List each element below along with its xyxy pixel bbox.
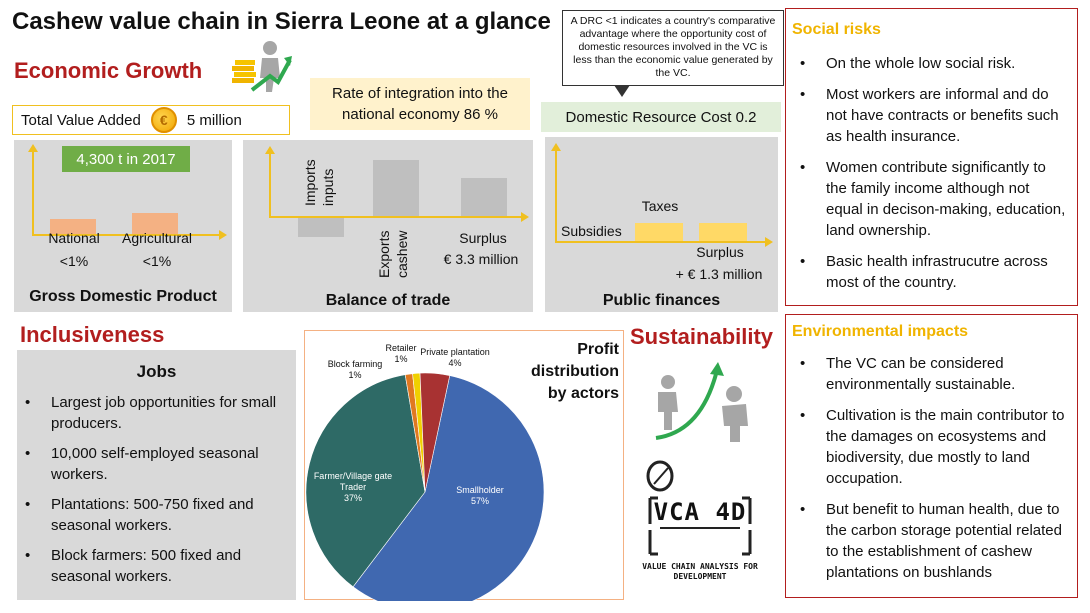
social-risk-item: • On the whole low social risk. [792,53,1069,74]
gdp-title: Gross Domestic Product [29,288,217,305]
taxes-bar [635,223,683,241]
jobs-item: • Largest job opportunities for small producers. [17,392,296,434]
taxes-label: Taxes [641,198,679,214]
environment-heading: Environmental impacts [792,323,969,340]
surplus-bar [461,178,507,216]
trade-surplus-label: Surplus [459,230,507,246]
profit-chart-title: Profit distribution by actors [531,341,619,402]
trade-y-arrow [265,146,275,154]
trade-surplus-value: € 3.3 million [443,251,519,267]
finance-y-axis [555,149,557,243]
exports-label: Exports cashew [376,230,410,278]
sustainability-heading: Sustainability [630,324,774,349]
jobs-item: • Plantations: 500-750 fixed and seasonal workers. [17,494,296,536]
imports-bar [298,218,344,237]
gdp-panel [14,140,232,312]
euro-coin-icon: € [151,107,177,133]
vca4d-logo-text: VCA 4D [653,498,747,526]
inclusiveness-heading: Inclusiveness [20,322,165,347]
finance-x-arrow [765,237,773,247]
gdp-x-arrow [219,230,227,240]
social-risks-panel [785,8,1078,306]
environment-panel [785,314,1078,598]
environment-item: • Cultivation is the main contributor to the damages on ecosystems and biodiversity, due mostly to land occupation. [792,405,1069,489]
drc-box: Domestic Resource Cost 0.2 [541,102,781,132]
finance-panel [545,137,778,312]
gdp-national-label: National [48,230,100,246]
imports-label: Imports inputs [302,159,336,206]
finance-y-arrow [551,143,561,151]
finance-surplus-label: Surplus [696,244,744,260]
trade-x-arrow [521,212,529,222]
trade-panel [243,140,533,312]
callout-pointer [614,85,630,97]
subsidies-label: Subsidies [561,223,622,239]
growth-person-icon [232,38,292,96]
environment-item: • The VC can be considered environmentally sustainable. [792,353,1069,395]
trade-y-axis [269,152,271,218]
social-risk-item: • Basic health infrastrucutre across most of the country. [792,251,1069,293]
gdp-y-arrow [28,144,38,152]
finance-x-axis [555,241,767,243]
pie-label-private-plantation: Private plantation 4% [420,347,490,368]
rate-integration-box: Rate of integration into the national economy 86 % [310,78,530,130]
social-risk-item: • Women contribute significantly to the family income although not equal in decison-making, education, land ownership. [792,157,1069,241]
vca4d-logo [640,458,760,592]
sustainability-people-icon [650,360,760,444]
finance-surplus-bar [699,223,747,241]
trade-title: Balance of trade [325,292,451,309]
page-title: Cashew value chain in Sierra Leone at a glance [12,8,551,35]
pie-label-retailer: Retailer 1% [385,343,417,364]
economic-growth-heading: Economic Growth [14,58,203,83]
jobs-item: • 10,000 self-employed seasonal workers. [17,443,296,485]
pie-label-smallholder: Smallholder 57% [456,485,504,506]
finance-title: Public finances [602,292,721,309]
exports-bar [373,160,419,216]
total-value-added-label: Total Value Added [21,111,141,129]
finance-surplus-value: + € 1.3 million [675,266,763,282]
social-risks-list [792,53,1069,293]
total-value-added-value: 5 million [186,111,242,129]
jobs-item: • Block farmers: 500 fixed and seasonal workers. [17,545,296,587]
environment-item: • But benefit to human health, due to the carbon storage potential related to the establishment of cashew plantations on bushlands [792,499,1069,583]
drc-callout: A DRC <1 indicates a country's comparative advantage where the opportunity cost of domestic resources involved in the VC is less than the economic value generated by the VC. [562,10,784,86]
production-badge: 4,300 t in 2017 [62,146,190,172]
jobs-title: Jobs [136,362,177,381]
gdp-agricultural-value: <1% [142,253,172,269]
jobs-list [17,392,296,587]
gdp-y-axis [32,150,34,236]
pie-label-farmer-village-gate-trader: Farmer/Village gate Trader 37% [313,471,393,503]
gdp-agricultural-label: Agricultural [121,230,193,246]
social-risks-heading: Social risks [792,21,881,38]
pie-label-block-farming: Block farming 1% [327,359,383,380]
profit-chart-panel [304,330,624,600]
total-value-added-box [12,105,290,135]
jobs-panel [17,350,296,600]
vca4d-logo-subtitle: VALUE CHAIN ANALYSIS FOR DEVELOPMENT [642,562,758,581]
environment-list [792,353,1069,583]
social-risk-item: • Most workers are informal and do not have contracts or benefits such as health insurance. [792,84,1069,147]
gdp-national-value: <1% [59,253,89,269]
